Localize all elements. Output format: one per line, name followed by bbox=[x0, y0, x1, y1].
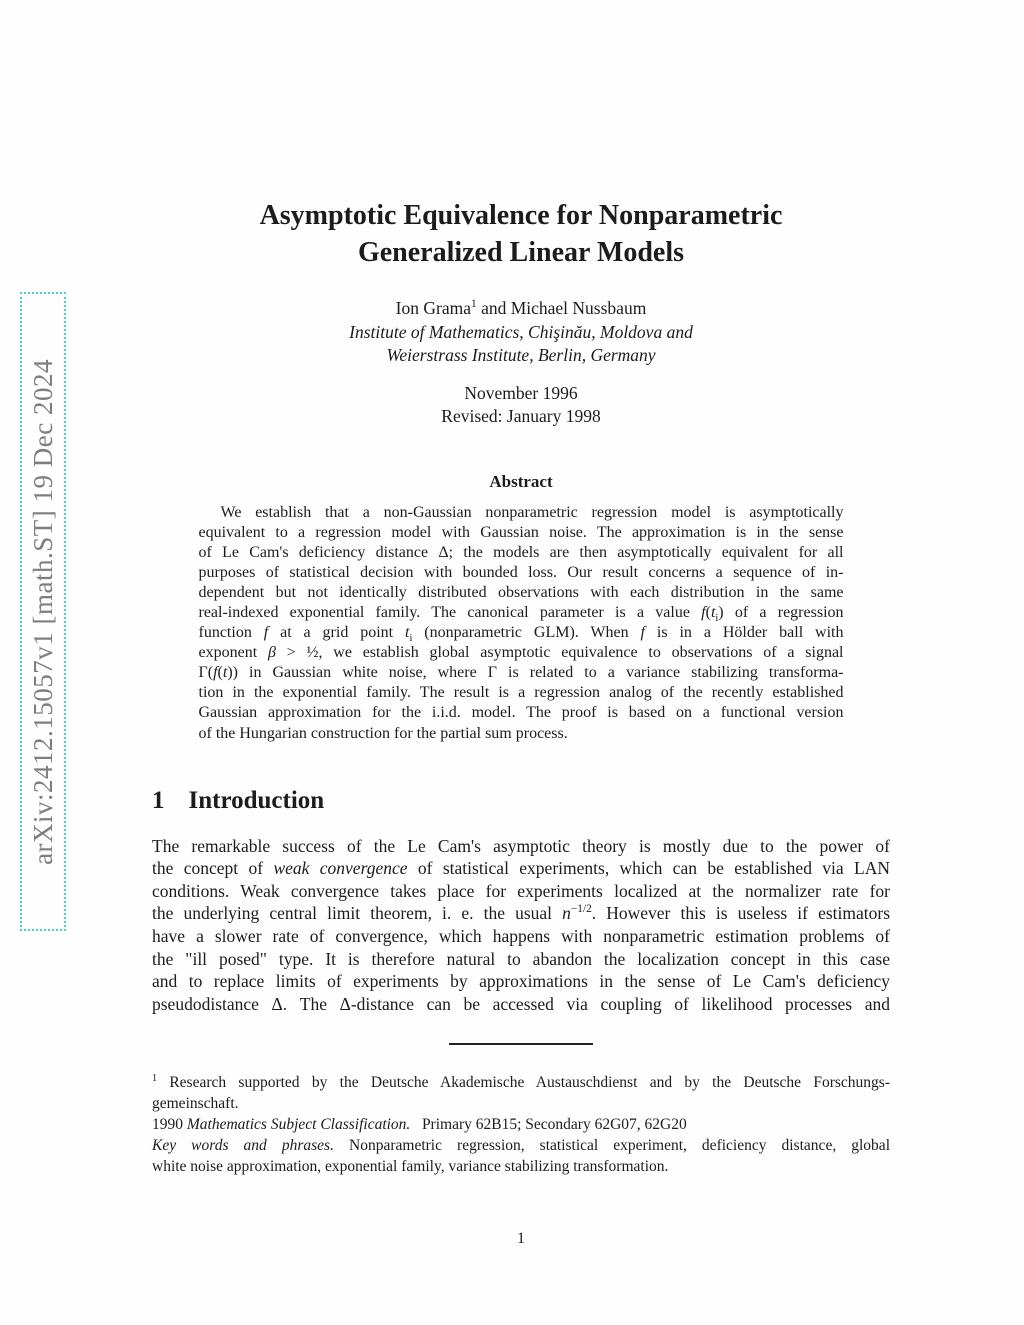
text-line: of Le Cam's deficiency distance Δ; the models are then asymptotically equivalent for all bbox=[198, 543, 844, 561]
abstract-heading: Abstract bbox=[489, 471, 553, 491]
text-line: gemeinschaft. bbox=[152, 1095, 239, 1113]
text-line: Γ(f(t)) in Gaussian white noise, where Γ is related to a variance stabilizing transforma- bbox=[198, 664, 844, 682]
paper-content bbox=[152, 0, 890, 1177]
footnotes-block bbox=[152, 1072, 890, 1177]
paper-title-line-2: Generalized Linear Models bbox=[357, 237, 685, 268]
text-line: white noise approximation, exponential family, variance stabilizing transformation. bbox=[152, 1158, 669, 1176]
text-line: of the Hungarian construction for the partial sum process. bbox=[198, 724, 568, 742]
text-line: the concept of weak convergence of statistical experiments, which can be established via LAN bbox=[152, 858, 891, 879]
affiliation-line-2: Weierstrass Institute, Berlin, Germany bbox=[386, 345, 656, 365]
text-line: tion in the exponential family. The result is a regression analog of the recently established bbox=[198, 684, 844, 702]
section-title: Introduction bbox=[188, 786, 325, 814]
text-line: The remarkable success of the Le Cam's asymptotic theory is mostly due to the power of bbox=[152, 835, 890, 856]
section-heading-introduction bbox=[152, 786, 890, 816]
text-line: equivalent to a regression model with Gaussian noise. The approximation is in the sense bbox=[198, 523, 844, 541]
text-line: the underlying central limit theorem, i. e. the usual $n^{-1/2}$. However this is useless if estimators bbox=[152, 903, 890, 924]
abstract-body bbox=[199, 503, 844, 744]
text-line: pseudodistance Δ. The Δ-distance can be accessed via coupling of likelihood processes and bbox=[152, 993, 890, 1014]
authors-line: Ion Grama$^1$ and Michael Nussbaum bbox=[395, 298, 647, 318]
text-line: and to replace limits of experiments by approximations in the sense of Le Cam's deficiency bbox=[152, 971, 890, 992]
text-line: have a slower rate of convergence, which happens with nonparametric estimation problems of bbox=[152, 926, 890, 946]
text-line: Key words and phrases. Nonparametric regression, statistical experiment, deficiency distance, global bbox=[152, 1137, 890, 1155]
text-line: dependent but not identically distributed observations with each distribution in the same bbox=[198, 583, 844, 601]
text-line: purposes of statistical decision with bounded loss. Our result concerns a sequence of in- bbox=[198, 563, 844, 581]
footnote-rule bbox=[449, 1043, 593, 1045]
text-line: Gaussian approximation for the i.i.d. model. The proof is based on a functional version bbox=[198, 704, 844, 722]
arxiv-watermark-text: arXiv:2412.15057v1 [math.ST] 19 Dec 2024 bbox=[27, 358, 58, 865]
paper-title-line-1: Asymptotic Equivalence for Nonparametric bbox=[259, 200, 783, 231]
text-line: We establish that a non-Gaussian nonparametric regression model is asymptotically bbox=[220, 503, 844, 521]
affiliation-line-1: Institute of Mathematics, Chişinău, Moldova and bbox=[349, 321, 693, 342]
abstract-section bbox=[152, 472, 890, 744]
paper-title bbox=[152, 0, 890, 271]
section-number: 1 bbox=[152, 786, 165, 814]
text-line: $^1$ Research supported by the Deutsche Akademische Austauschdienst and by the Deutsche Forschungs- bbox=[152, 1073, 890, 1092]
text-line: exponent β > ½, we establish global asymptotic equivalence to observations of a signal bbox=[198, 644, 844, 662]
introduction-body bbox=[152, 835, 890, 1016]
text-line: the "ill posed" type. It is therefore natural to abandon the localization concept in this case bbox=[152, 948, 890, 969]
date-line: November 1996 bbox=[464, 382, 578, 403]
author-block bbox=[152, 297, 890, 368]
date-block bbox=[152, 382, 890, 428]
text-line: conditions. Weak convergence takes place for experiments localized at the normalizer rate for bbox=[152, 880, 890, 901]
text-line: 1990 Mathematics Subject Classification. Primary 62B15; Secondary 62G07, 62G20 bbox=[152, 1116, 687, 1134]
text-line: function f at a grid point $t_i$ (nonparametric GLM). When f is in a Hölder ball with bbox=[198, 624, 844, 645]
page-number: 1 bbox=[517, 1230, 525, 1247]
text-line: real-indexed exponential family. The canonical parameter is a value $f(t_i)$ of a regression bbox=[198, 603, 844, 625]
arxiv-watermark bbox=[20, 292, 66, 931]
revised-date-line: Revised: January 1998 bbox=[441, 405, 601, 426]
